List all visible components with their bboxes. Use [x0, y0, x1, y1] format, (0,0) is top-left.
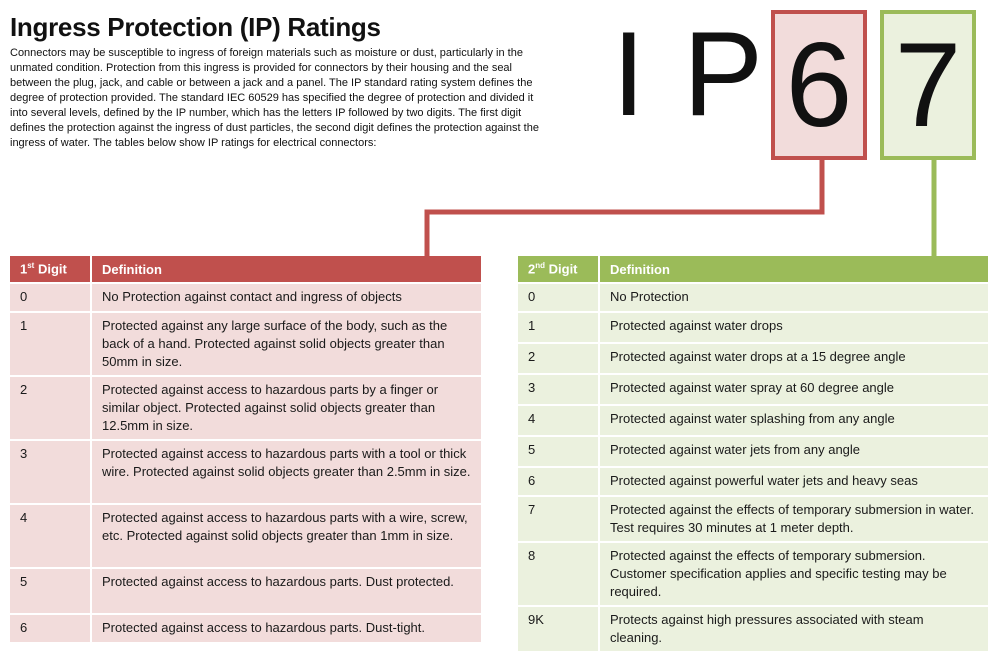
digit-cell: 1	[518, 313, 600, 342]
table-row	[518, 344, 988, 373]
definition-cell: Protected against access to hazardous parts by a finger or similar object. Protected against solid objects greater than 12.5mm in size.	[92, 377, 481, 439]
definition-cell: Protected against water jets from any angle	[600, 437, 988, 466]
second-digit-box: 7	[880, 10, 976, 160]
table-row	[10, 313, 481, 375]
digit-cell: 4	[10, 505, 92, 567]
definition-cell: No Protection against contact and ingress of objects	[92, 284, 481, 311]
table-row	[518, 468, 988, 495]
definition-cell: Protected against access to hazardous parts with a wire, screw, etc. Protected against solid objects greater than 1mm in size.	[92, 505, 481, 567]
table-row	[518, 375, 988, 404]
definition-column-header: Definition	[92, 256, 481, 282]
table-header-row	[10, 256, 481, 282]
digit-cell: 1	[10, 313, 92, 375]
table-row	[518, 497, 988, 541]
digit-cell: 4	[518, 406, 600, 435]
definition-cell: No Protection	[600, 284, 988, 311]
definition-cell: Protected against any large surface of the body, such as the back of a hand. Protected against solid objects greater than 50mm in size.	[92, 313, 481, 375]
digit-cell: 2	[10, 377, 92, 439]
definition-cell: Protected against water drops	[600, 313, 988, 342]
table-row	[10, 569, 481, 613]
table-row	[518, 607, 988, 651]
ip-letter-i: I	[612, 7, 646, 141]
digit-cell: 9K	[518, 607, 600, 651]
digit-column-header: 2nd Digit	[518, 256, 600, 282]
first-digit-table	[10, 254, 481, 644]
definition-cell: Protected against the effects of temporary submersion. Customer specification applies and specific testing may be required.	[600, 543, 988, 605]
intro-paragraph: Connectors may be susceptible to ingress of foreign materials such as moisture or dust, particularly in the unmated condition. Protection from this ingress is provided for connectors by their housing and the seal between the plug, jack, and cable or between a jack and a panel. The IP standard rating system defines the degree of protection provided. The standard IEC 60529 has specified the degree of protection and divided it into several levels, defined by the IP number, which has the letters IP followed by two digits. The first digit defines the protection against the ingress of dust particles, the second digit defines the protection against the ingress of water. The tables below show IP ratings for electrical connectors:	[10, 47, 539, 149]
table-row	[10, 505, 481, 567]
digit-cell: 8	[518, 543, 600, 605]
table-row	[10, 441, 481, 503]
table-row	[518, 406, 988, 435]
definition-cell: Protected against access to hazardous parts. Dust protected.	[92, 569, 481, 613]
red-connector-line	[427, 160, 822, 258]
table-row	[518, 437, 988, 466]
ip-letter-p: P	[683, 7, 764, 141]
digit-cell: 6	[518, 468, 600, 495]
digit-column-header: 1st Digit	[10, 256, 92, 282]
digit-cell: 3	[518, 375, 600, 404]
digit-cell: 0	[10, 284, 92, 311]
definition-cell: Protected against water drops at a 15 degree angle	[600, 344, 988, 373]
definition-cell: Protected against water splashing from any angle	[600, 406, 988, 435]
page-title: Ingress Protection (IP) Ratings	[10, 12, 381, 42]
table-row	[10, 284, 481, 311]
definition-cell: Protected against the effects of temporary submersion in water. Test requires 30 minutes at 1 meter depth.	[600, 497, 988, 541]
definition-cell: Protected against access to hazardous parts. Dust-tight.	[92, 615, 481, 642]
table-row	[10, 377, 481, 439]
digit-cell: 3	[10, 441, 92, 503]
table-row	[518, 543, 988, 605]
digit-cell: 7	[518, 497, 600, 541]
definition-cell: Protects against high pressures associated with steam cleaning.	[600, 607, 988, 651]
digit-cell: 6	[10, 615, 92, 642]
first-digit-box: 6	[771, 10, 867, 160]
table-row	[518, 313, 988, 342]
table-header-row	[518, 256, 988, 282]
digit-cell: 5	[10, 569, 92, 613]
table-row	[10, 615, 481, 642]
connector-lines	[0, 0, 1000, 270]
digit-cell: 5	[518, 437, 600, 466]
definition-cell: Protected against water spray at 60 degree angle	[600, 375, 988, 404]
digit-cell: 2	[518, 344, 600, 373]
definition-cell: Protected against powerful water jets and heavy seas	[600, 468, 988, 495]
digit-cell: 0	[518, 284, 600, 311]
table-row	[518, 284, 988, 311]
second-digit-table	[518, 254, 988, 653]
definition-cell: Protected against access to hazardous parts with a tool or thick wire. Protected against solid objects greater than 2.5mm in size.	[92, 441, 481, 503]
definition-column-header: Definition	[600, 256, 988, 282]
